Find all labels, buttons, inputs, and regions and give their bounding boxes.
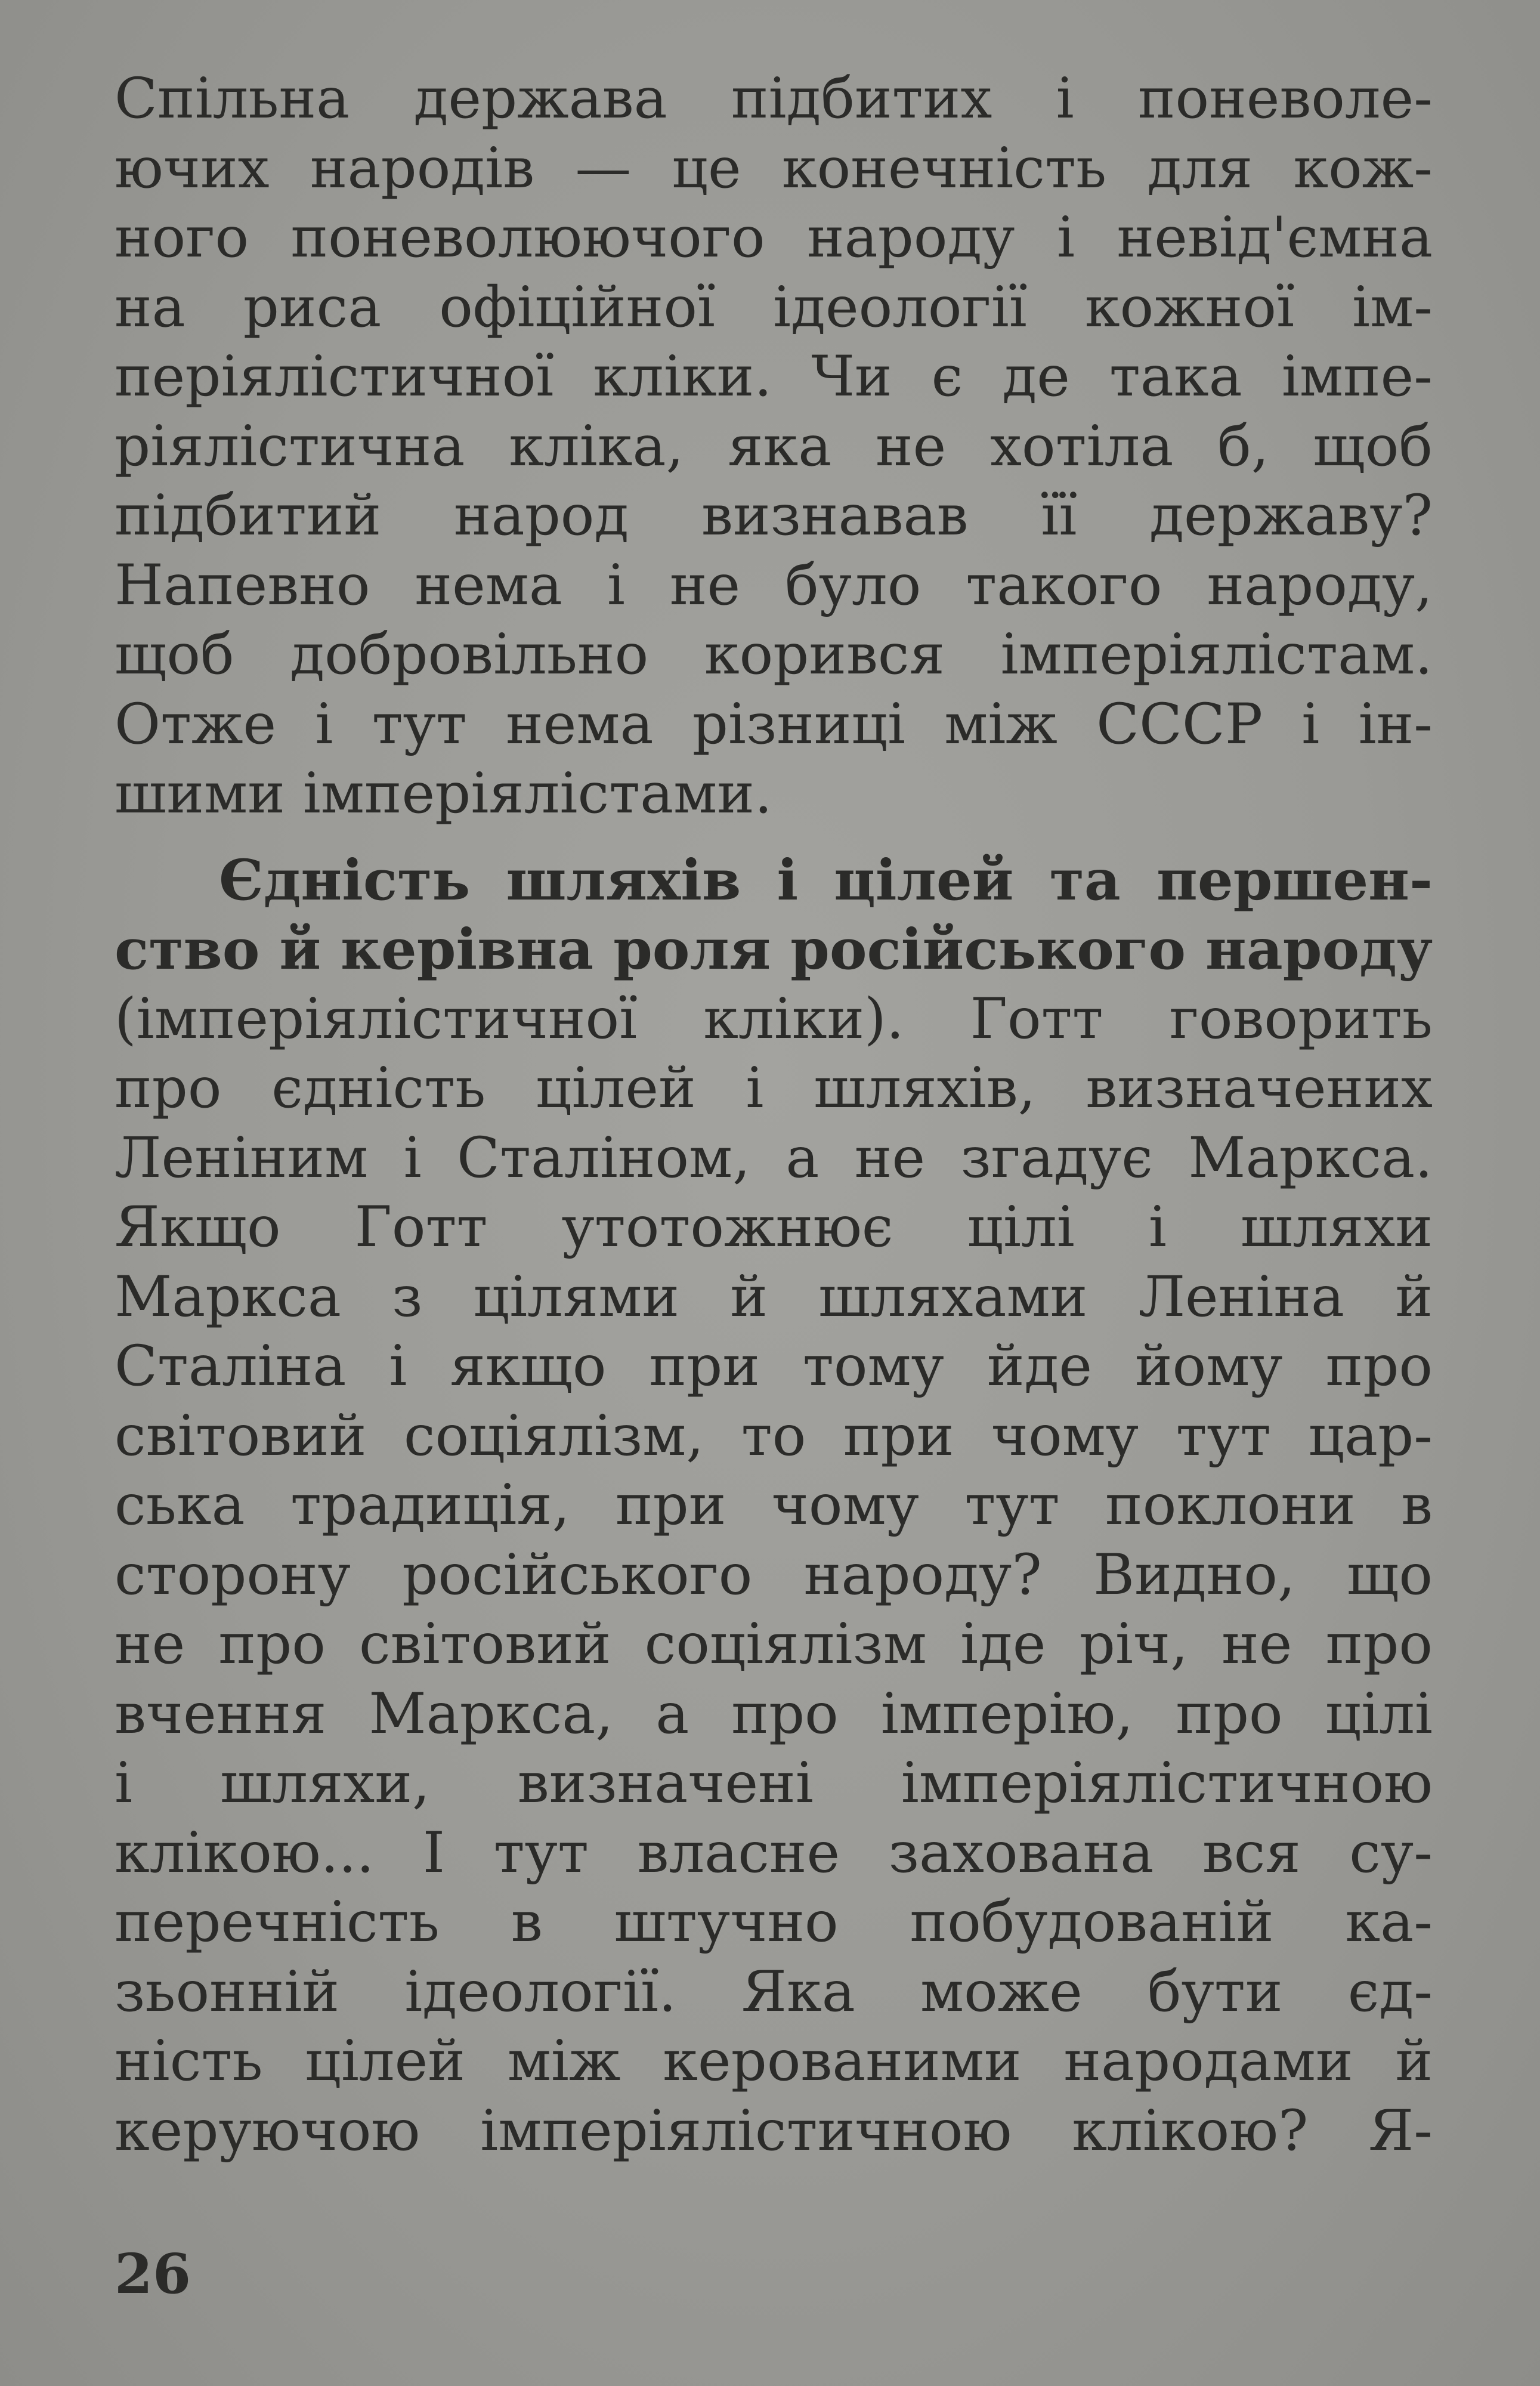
text-line: і шляхи, визначені імперіялістичною — [115, 1751, 1433, 1816]
text-line: Маркса з цілями й шляхами Леніна й — [115, 1264, 1433, 1330]
body-text — [115, 64, 1433, 2166]
text-line: ріялістична кліка, яка не хотіла б, щоб — [115, 413, 1433, 479]
text-line: підбитий народ визнавав її державу? — [115, 483, 1433, 548]
text-line: періялістичної кліки. Чи є де така імпе- — [115, 344, 1433, 409]
text-line: світовий соціялізм, то при чому тут цар- — [115, 1403, 1433, 1469]
text-line: зьонній ідеології. Яка може бути єд- — [115, 1959, 1433, 2025]
text-line: ного поневолюючого народу і невід'ємна — [115, 205, 1433, 270]
paragraph-1 — [115, 64, 1433, 829]
text-line: (імперіялістичної кліки). Готт говорить — [115, 986, 1433, 1052]
text-line: клікою... І тут власне захована вся су- — [115, 1820, 1433, 1886]
text-line: Якщо Готт утотожнює цілі і шляхи — [115, 1195, 1433, 1260]
text-line: перечність в штучно побудованій ка- — [115, 1890, 1433, 1955]
text-line: ність цілей між керованими народами й — [115, 2029, 1433, 2094]
text-line: Отже і тут нема різниці між СССР і ін- — [115, 691, 1433, 757]
text-line: ючих народів — це конечність для кож- — [115, 135, 1433, 201]
text-line: про єдність цілей і шляхів, визначених — [115, 1056, 1433, 1121]
text-line: Сталіна і якщо при тому йде йому про — [115, 1334, 1433, 1399]
text-line: на риса офіційної ідеології кожної ім- — [115, 274, 1433, 340]
paragraph-2 — [115, 846, 1433, 2166]
text-line: ська традиція, при чому тут поклони в — [115, 1473, 1433, 1538]
text-line: шими імперіялістами. — [115, 761, 772, 826]
text-line: керуючою імперіялістичною клікою? Я- — [115, 2098, 1433, 2164]
text-line: сторону російського народу? Видно, що — [115, 1542, 1433, 1608]
text-line: Напевно нема і не було такого народу, — [115, 552, 1433, 618]
text-line: не про світовий соціялізм іде річ, не про — [115, 1612, 1433, 1677]
section-heading: ство й керівна роля російського народу — [115, 917, 1433, 982]
text-line: Спільна держава підбитих і поневоле- — [115, 66, 1433, 131]
text-line: вчення Маркса, а про імперію, про цілі — [115, 1681, 1433, 1747]
section-heading: Єдність шляхів і цілей та першен- — [219, 847, 1433, 913]
text-line: Леніним і Сталіном, а не згадує Маркса. — [115, 1125, 1433, 1191]
text-line: щоб добровільно корився імперіялістам. — [115, 622, 1433, 687]
page-number: 26 — [115, 2242, 191, 2306]
